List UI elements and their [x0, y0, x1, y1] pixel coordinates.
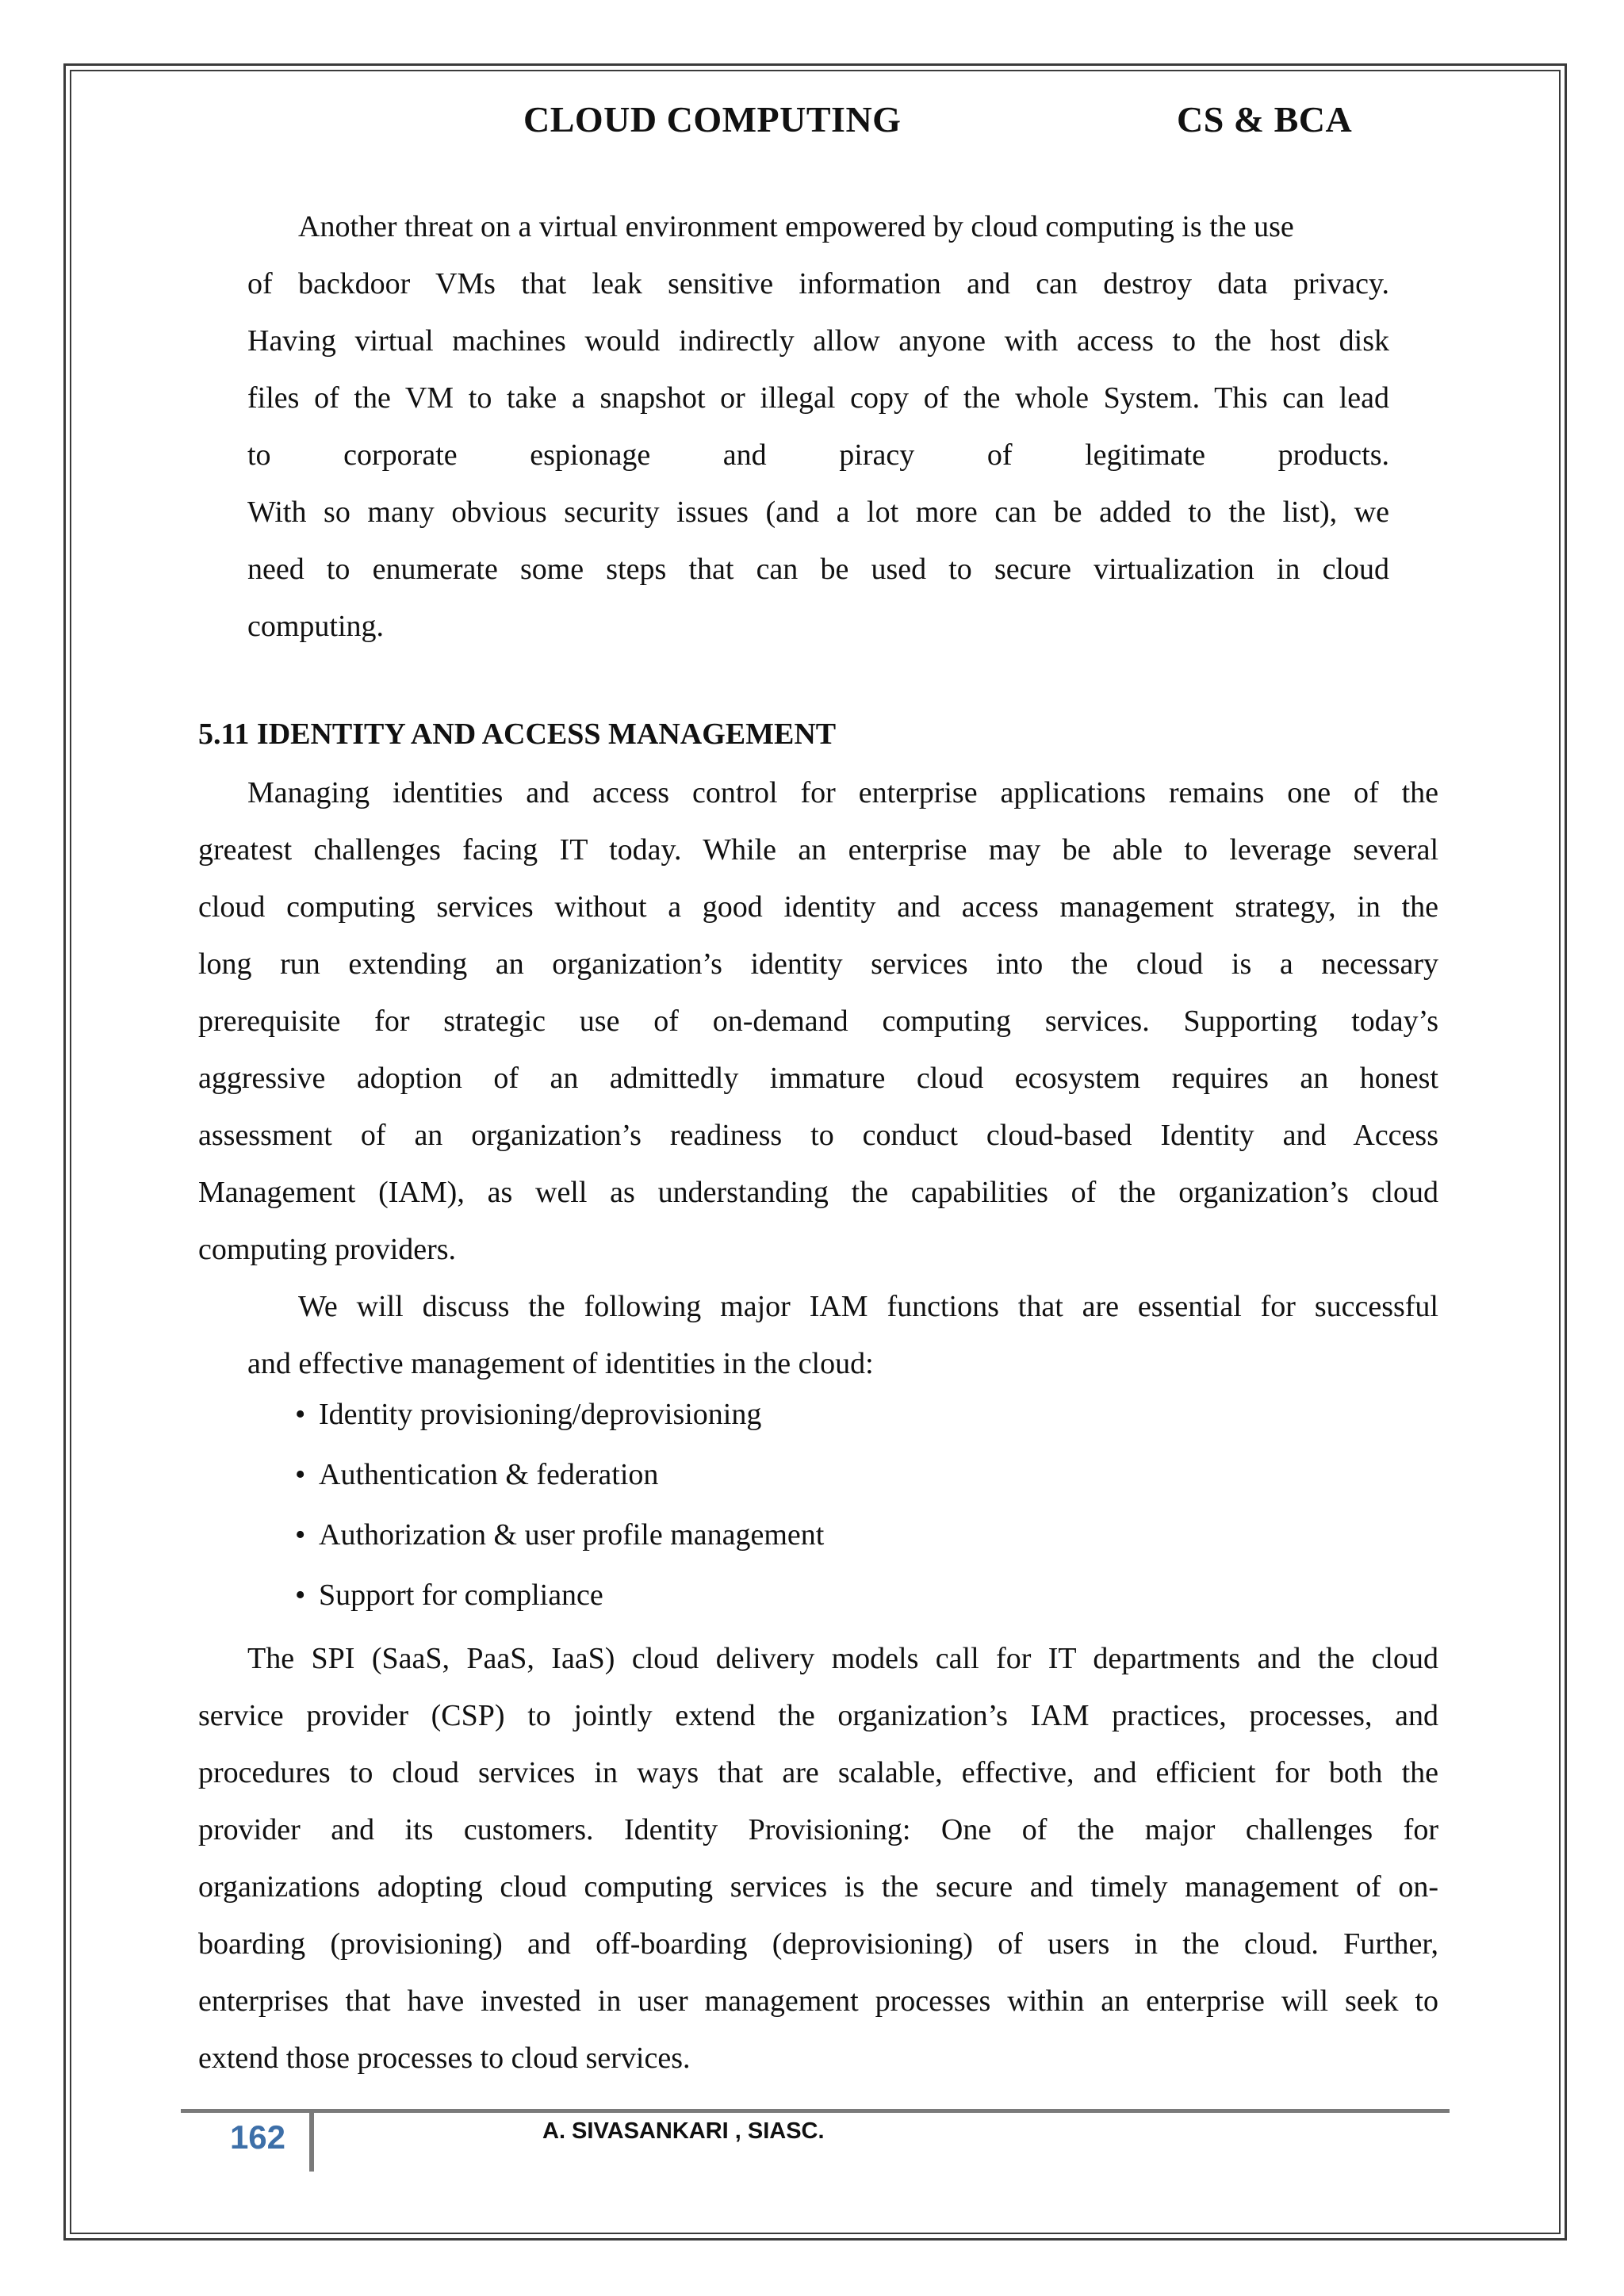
text-line: of backdoor VMs that leak sensitive information and can destroy data privacy.	[247, 267, 1389, 300]
bullet-marker: •	[295, 1398, 306, 1431]
text-line: to corporate espionage and piracy of legitimate products.	[247, 438, 1389, 472]
bullet-item	[295, 1397, 761, 1432]
section-heading: 5.11 IDENTITY AND ACCESS MANAGEMENT	[198, 718, 837, 751]
text-line: provider and its customers. Identity Provisioning: One of the major challenges for	[198, 1813, 1438, 1846]
text-line: assessment of an organization’s readiness to conduct cloud-based Identity and Access	[198, 1119, 1438, 1152]
text-line: aggressive adoption of an admittedly immature cloud ecosystem requires an honest	[198, 1062, 1438, 1095]
bullet-text: Identity provisioning/deprovisioning	[319, 1398, 762, 1431]
text-line: With so many obvious security issues (and a lot more can be added to the list), we	[247, 496, 1389, 529]
text-line: The SPI (SaaS, PaaS, IaaS) cloud delivery models call for IT departments and the cloud	[247, 1642, 1438, 1675]
footer-divider	[309, 2111, 314, 2172]
text-line: cloud computing services without a good identity and access management strategy, in the	[198, 890, 1438, 924]
intro-paragraph	[247, 198, 1389, 655]
bullet-text: Support for compliance	[319, 1578, 603, 1612]
iam-paragraph	[198, 764, 1438, 1278]
text-line: boarding (provisioning) and off-boarding (deprovisioning) of users in the cloud. Further,	[198, 1927, 1438, 1961]
text-line: Another threat on a virtual environment empowered by cloud computing is the use	[298, 210, 1294, 243]
text-line: Management (IAM), as well as understanding the capabilities of the organization’s cloud	[198, 1176, 1438, 1209]
bullet-text: Authorization & user profile management	[319, 1518, 825, 1552]
text-line: and effective management of identities in the cloud:	[247, 1347, 874, 1380]
text-line: long run extending an organization’s identity services into the cloud is a necessary	[198, 947, 1438, 981]
spi-paragraph	[198, 1630, 1438, 2087]
bullet-marker: •	[295, 1578, 306, 1612]
text-line: Managing identities and access control for enterprise applications remains one of the	[247, 776, 1438, 809]
text-line: prerequisite for strategic use of on-demand computing services. Supporting today’s	[198, 1004, 1438, 1038]
bullet-marker: •	[295, 1518, 306, 1552]
bullet-item	[295, 1517, 824, 1552]
text-line: Having virtual machines would indirectly allow anyone with access to the host disk	[247, 324, 1389, 358]
footer-author: A. SIVASANKARI , SIASC.	[542, 2118, 825, 2144]
header-title: CLOUD COMPUTING	[523, 99, 902, 140]
text-line: procedures to cloud services in ways that are scalable, effective, and efficient for both the	[198, 1756, 1438, 1789]
bullet-marker: •	[295, 1458, 306, 1491]
bullet-item	[295, 1578, 603, 1613]
bullet-text: Authentication & federation	[319, 1458, 659, 1491]
text-line: computing providers.	[198, 1233, 457, 1266]
text-line: service provider (CSP) to jointly extend the organization’s IAM practices, processes, and	[198, 1699, 1438, 1732]
text-line: files of the VM to take a snapshot or illegal copy of the whole System. This can lead	[247, 381, 1389, 415]
text-line: need to enumerate some steps that can be used to secure virtualization in cloud	[247, 553, 1389, 586]
bullet-item	[295, 1457, 658, 1492]
text-line: extend those processes to cloud services.	[198, 2042, 691, 2075]
header-course: CS & BCA	[1177, 99, 1353, 140]
text-line: enterprises that have invested in user management processes within an enterprise will seek to	[198, 1984, 1438, 2018]
page-number: 162	[229, 2118, 286, 2156]
text-line: greatest challenges facing IT today. While an enterprise may be able to leverage several	[198, 833, 1438, 867]
text-line: computing.	[247, 610, 385, 643]
footer-rule	[181, 2109, 1450, 2113]
functions-paragraph	[247, 1278, 1438, 1392]
text-line: organizations adopting cloud computing services is the secure and timely management of on-	[198, 1870, 1438, 1904]
text-line: We will discuss the following major IAM functions that are essential for successful	[298, 1290, 1438, 1323]
